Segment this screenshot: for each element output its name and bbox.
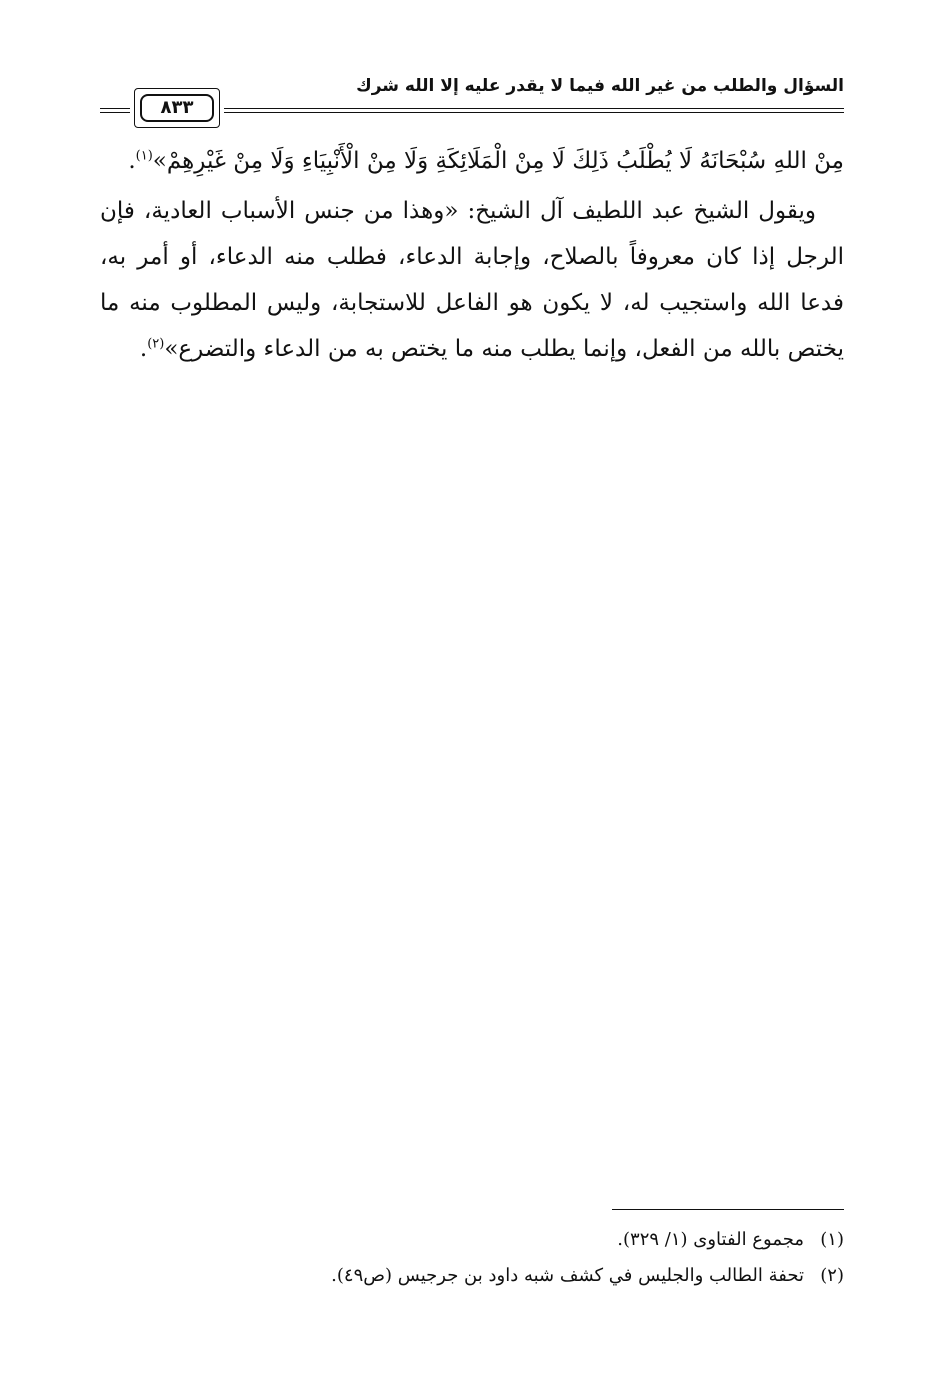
footnote-text: مجموع الفتاوى (١/ ٣٢٩). bbox=[617, 1229, 804, 1250]
footnote-item bbox=[100, 1222, 844, 1258]
page-header bbox=[100, 72, 844, 132]
footnote-number: (٢) bbox=[820, 1265, 844, 1286]
running-title: السؤال والطلب من غير الله فيما لا يقدر عليه إلا الله شرك bbox=[356, 76, 844, 96]
footnote-item bbox=[100, 1258, 844, 1294]
paragraph-end: . bbox=[139, 336, 148, 362]
footnote-ref: (٢) bbox=[147, 336, 165, 352]
page-number: ٨٣٣ bbox=[140, 94, 214, 122]
header-double-rule-left bbox=[100, 108, 130, 113]
paragraph-abdullatif-quote bbox=[100, 188, 844, 372]
paragraph-text: مِنْ اللهِ سُبْحَانَهُ لَا يُطْلَبُ ذَلِكَ لَا مِنْ الْمَلَائِكَةِ وَلَا مِنْ الْأَنْبِيَاءِ وَلَا مِنْ غَيْرِهِمْ» bbox=[152, 148, 844, 174]
paragraph-quote-end bbox=[100, 138, 844, 184]
main-text bbox=[100, 138, 844, 372]
paragraph-text: ويقول الشيخ عبد اللطيف آل الشيخ: «وهذا من جنس الأسباب العادية، فإن الرجل إذا كان معروفاً بالصلاح، وإجابة الدعاء، فطلب منه الدعاء، أو أمر به، فدعا الله واستجيب له، لا يكون هو الفاعل للاستجابة، وليس المطلوب منه ما يختص بالله من الفعل، وإنما يطلب منه ما يختص به من الدعاء والتضرع» bbox=[100, 198, 844, 362]
page-number-frame bbox=[134, 88, 220, 128]
footnote-separator bbox=[612, 1209, 844, 1210]
header-double-rule bbox=[224, 108, 844, 113]
footnote-number: (١) bbox=[820, 1229, 844, 1250]
footnotes bbox=[100, 1222, 844, 1294]
paragraph-end: . bbox=[128, 148, 136, 174]
footnote-text: تحفة الطالب والجليس في كشف شبه داود بن جرجيس (ص٤٩). bbox=[331, 1265, 804, 1286]
footnote-ref: (١) bbox=[135, 148, 153, 164]
